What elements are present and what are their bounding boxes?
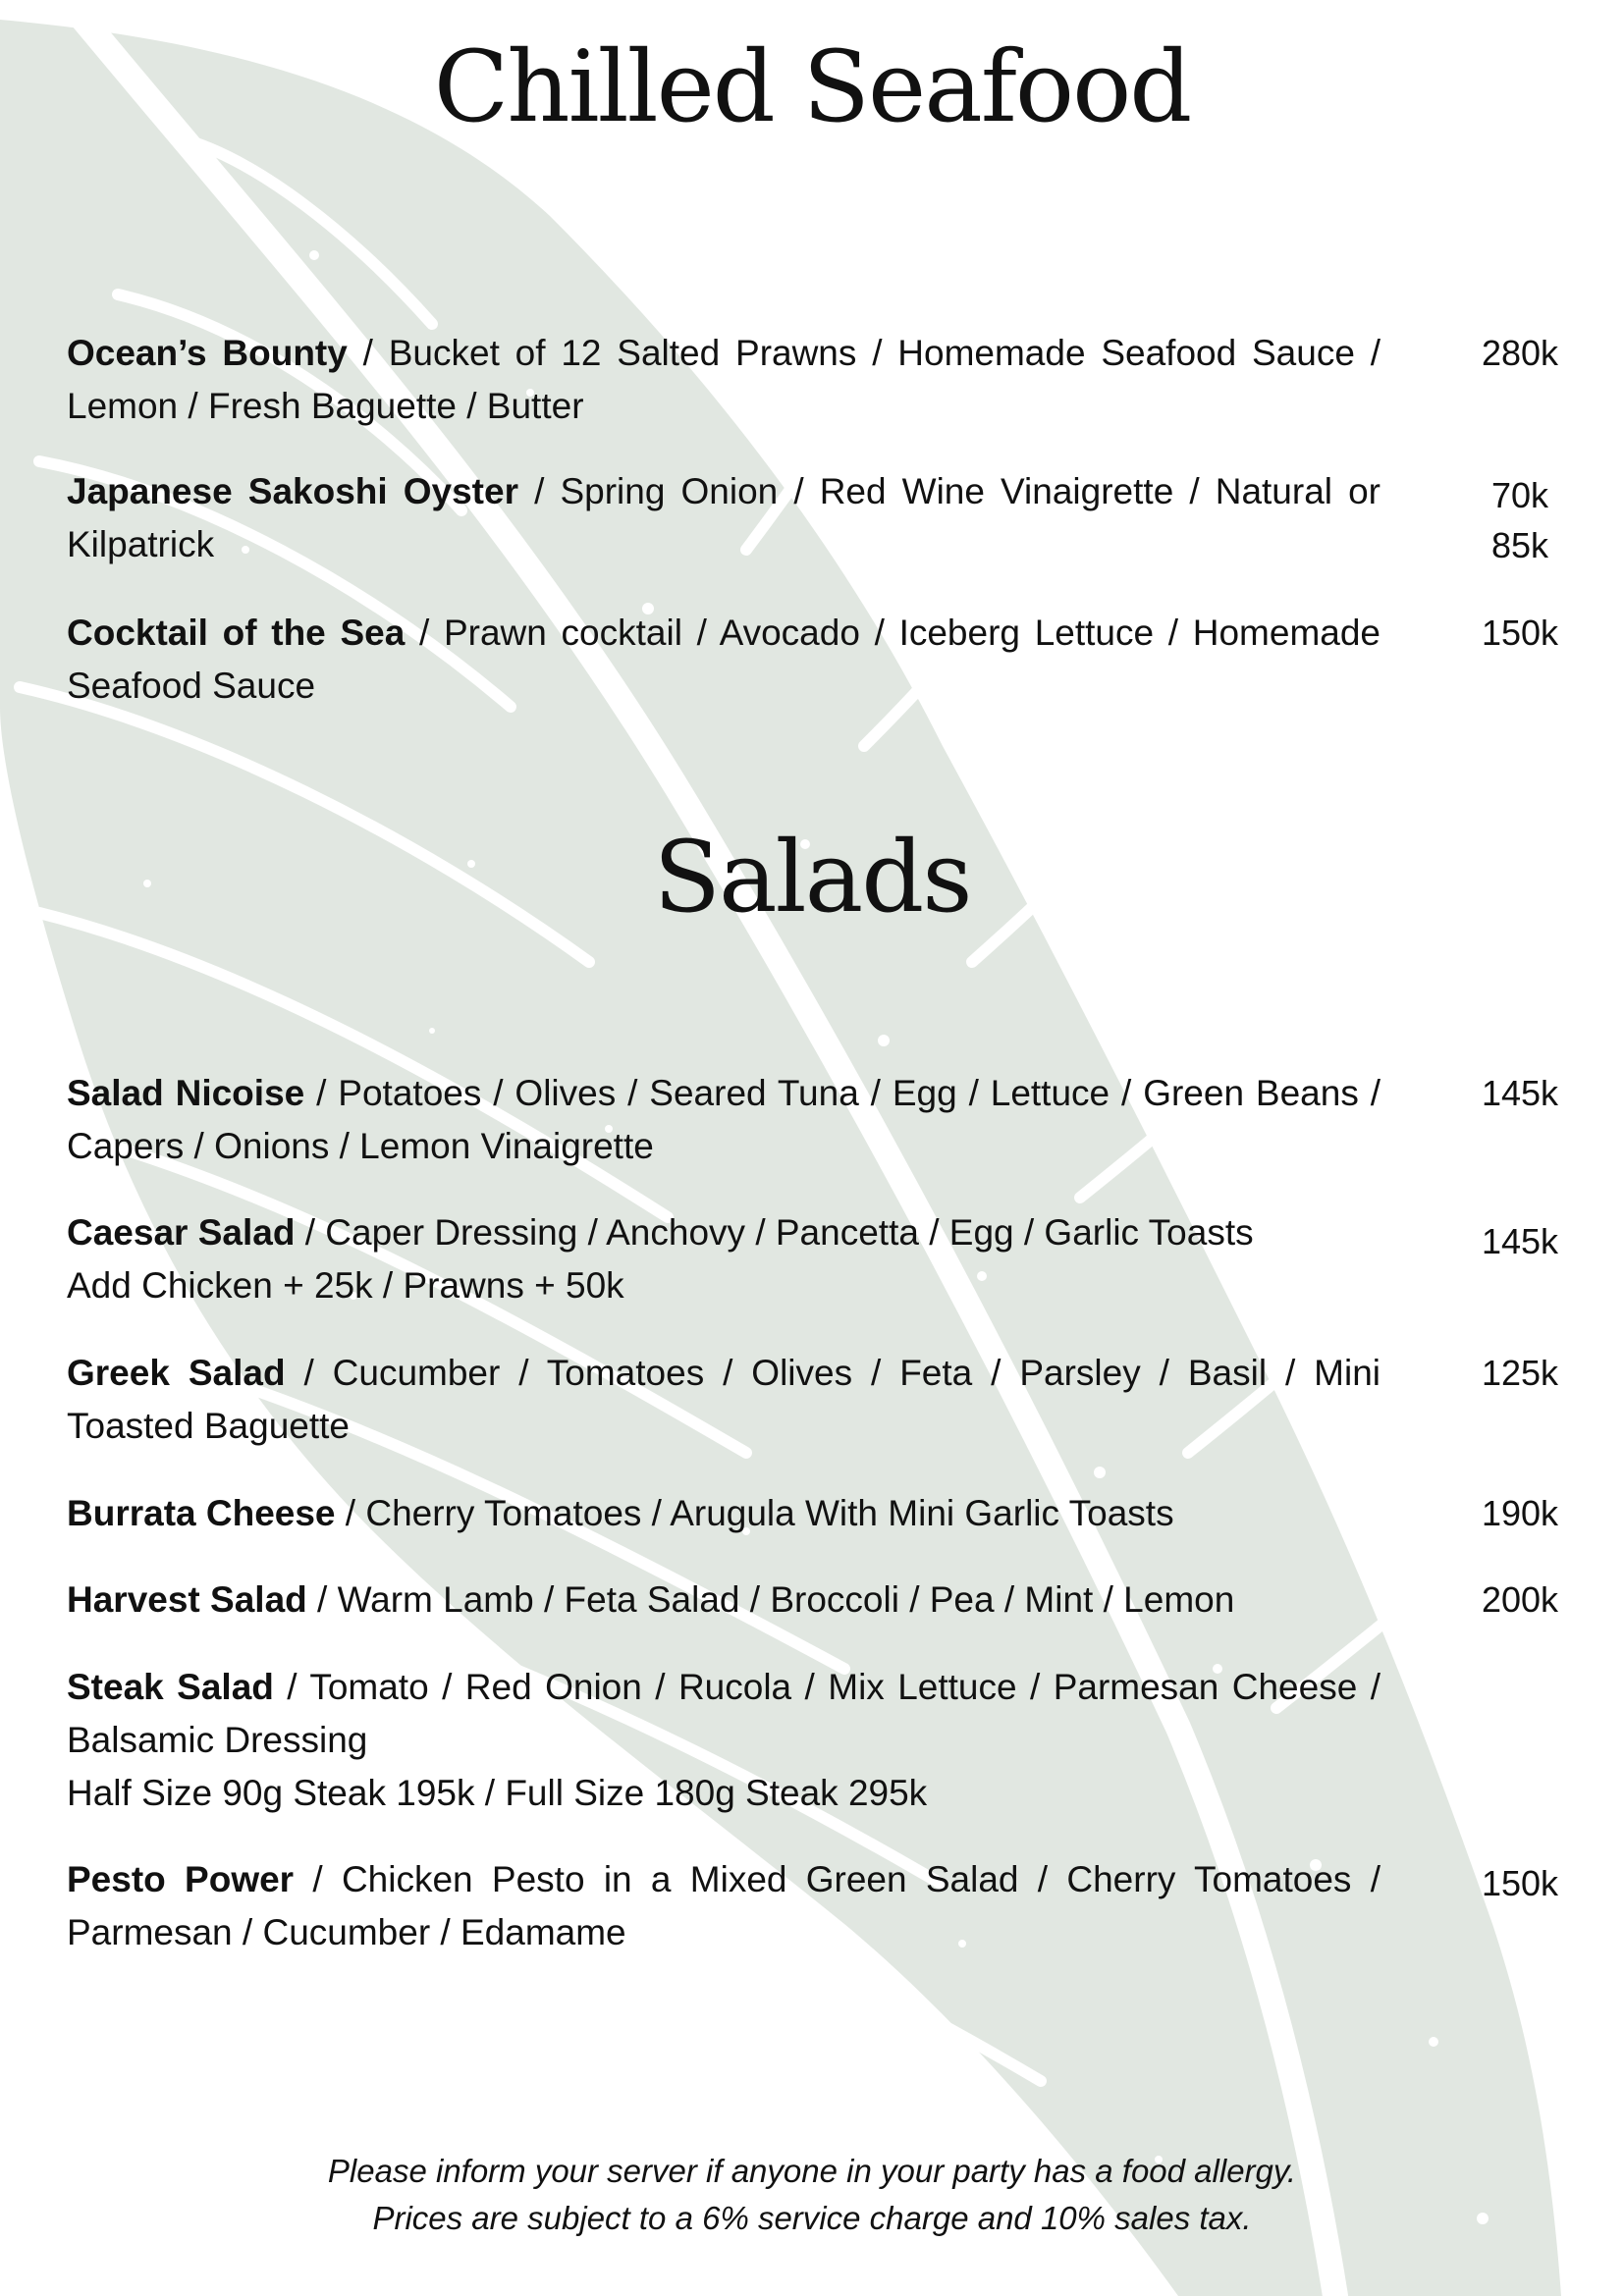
menu-item-price: 200k <box>1481 1579 1559 1620</box>
menu-item-description: / Cucumber / Tomatoes / Olives / Feta / Parsley / Basil / Mini Toasted Baguette <box>67 1353 1380 1446</box>
menu-item-name: Japanese Sakoshi Oyster <box>67 471 518 511</box>
menu-item-text <box>67 1487 1380 1540</box>
menu-item-name: Harvest Salad <box>67 1579 307 1620</box>
menu-item-price-kilpatrick: 85k <box>1490 525 1549 565</box>
menu-item-description: / Chicken Pesto in a Mixed Green Salad / Cherry Tomatoes / Parmesan / Cucumber / Edamame <box>67 1859 1380 1952</box>
menu-item-burrata-cheese <box>67 1487 1579 1540</box>
menu-item-japanese-sakoshi-oyster <box>67 465 1579 571</box>
menu-item-price: 125k <box>1481 1353 1559 1393</box>
menu-item-cocktail-of-the-sea <box>67 607 1579 713</box>
menu-item-text <box>67 327 1380 433</box>
menu-item-harvest-salad <box>67 1574 1579 1627</box>
menu-item-description: / Caper Dressing / Anchovy / Pancetta / Egg / Garlic Toasts <box>295 1212 1254 1253</box>
menu-item-text <box>67 1347 1380 1453</box>
menu-item-price: 190k <box>1481 1493 1559 1533</box>
menu-item-text <box>67 1067 1380 1173</box>
menu-item-text <box>67 1661 1380 1767</box>
menu-item-text <box>67 465 1380 571</box>
menu-item-text <box>67 1853 1380 1959</box>
menu-item-first-line <box>67 1661 1380 1767</box>
menu-item-price: 150k <box>1481 1863 1559 1903</box>
footer-notice <box>0 2148 1624 2242</box>
menu-item-greek-salad <box>67 1347 1579 1453</box>
menu-item-description: / Potatoes / Olives / Seared Tuna / Egg / Lettuce / Green Beans / Capers / Onions / Lemon Vinaigrette <box>67 1073 1381 1166</box>
menu-item-first-line <box>67 1206 1380 1259</box>
menu-item-caesar-salad <box>67 1206 1579 1312</box>
menu-item-name: Pesto Power <box>67 1859 295 1899</box>
menu-item-name: Salad Nicoise <box>67 1073 305 1113</box>
menu-item-description: / Prawn cocktail / Avocado / Iceberg Lettuce / Homemade Seafood Sauce <box>67 613 1380 706</box>
menu-item-price: 280k <box>1481 333 1559 373</box>
menu-item-text <box>67 1206 1380 1312</box>
menu-item-description: / Warm Lamb / Feta Salad / Broccoli / Pea / Mint / Lemon <box>306 1579 1235 1620</box>
menu-item-name: Cocktail of the Sea <box>67 613 406 653</box>
menu-item-price: 145k <box>1481 1221 1559 1261</box>
menu-item-description: / Bucket of 12 Salted Prawns / Homemade Seafood Sauce / Lemon / Fresh Baguette / Butter <box>67 333 1380 426</box>
menu-item-text <box>67 1574 1380 1627</box>
menu-item-price-natural: 70k <box>1490 475 1549 515</box>
menu-item-steak-salad <box>67 1661 1579 1820</box>
menu-item-name: Steak Salad <box>67 1667 274 1707</box>
menu-item-oceans-bounty <box>67 327 1579 433</box>
menu-item-text <box>67 607 1380 713</box>
section-title-salads: Salads <box>653 820 971 934</box>
menu-item-description: / Tomato / Red Onion / Rucola / Mix Lettuce / Parmesan Cheese / Balsamic Dressing <box>67 1667 1380 1760</box>
menu-item-description: / Cherry Tomatoes / Arugula With Mini Garlic Toasts <box>335 1493 1174 1533</box>
allergy-notice: Please inform your server if anyone in your party has a food allergy. <box>327 2153 1297 2189</box>
menu-item-size-options <box>67 1767 1380 1820</box>
menu-item-pesto-power <box>67 1853 1579 1959</box>
menu-item-price: 150k <box>1481 613 1559 653</box>
menu-item-addons: Add Chicken + 25k / Prawns + 50k <box>67 1265 624 1306</box>
service-charge-notice: Prices are subject to a 6% service charge and 10% sales tax. <box>372 2200 1252 2236</box>
menu-item-name: Greek Salad <box>67 1353 286 1393</box>
menu-item-name: Burrata Cheese <box>67 1493 336 1533</box>
menu-item-name: Caesar Salad <box>67 1212 296 1253</box>
menu-item-sizes: Half Size 90g Steak 195k / Full Size 180g Steak 295k <box>67 1773 928 1813</box>
section-title-chilled-seafood: Chilled Seafood <box>433 29 1191 144</box>
menu-item-name: Ocean’s Bounty <box>67 333 348 373</box>
menu-item-price: 145k <box>1481 1073 1559 1113</box>
menu-item-description: / Spring Onion / Red Wine Vinaigrette / Natural or Kilpatrick <box>67 471 1380 564</box>
menu-item-salad-nicoise <box>67 1067 1579 1173</box>
